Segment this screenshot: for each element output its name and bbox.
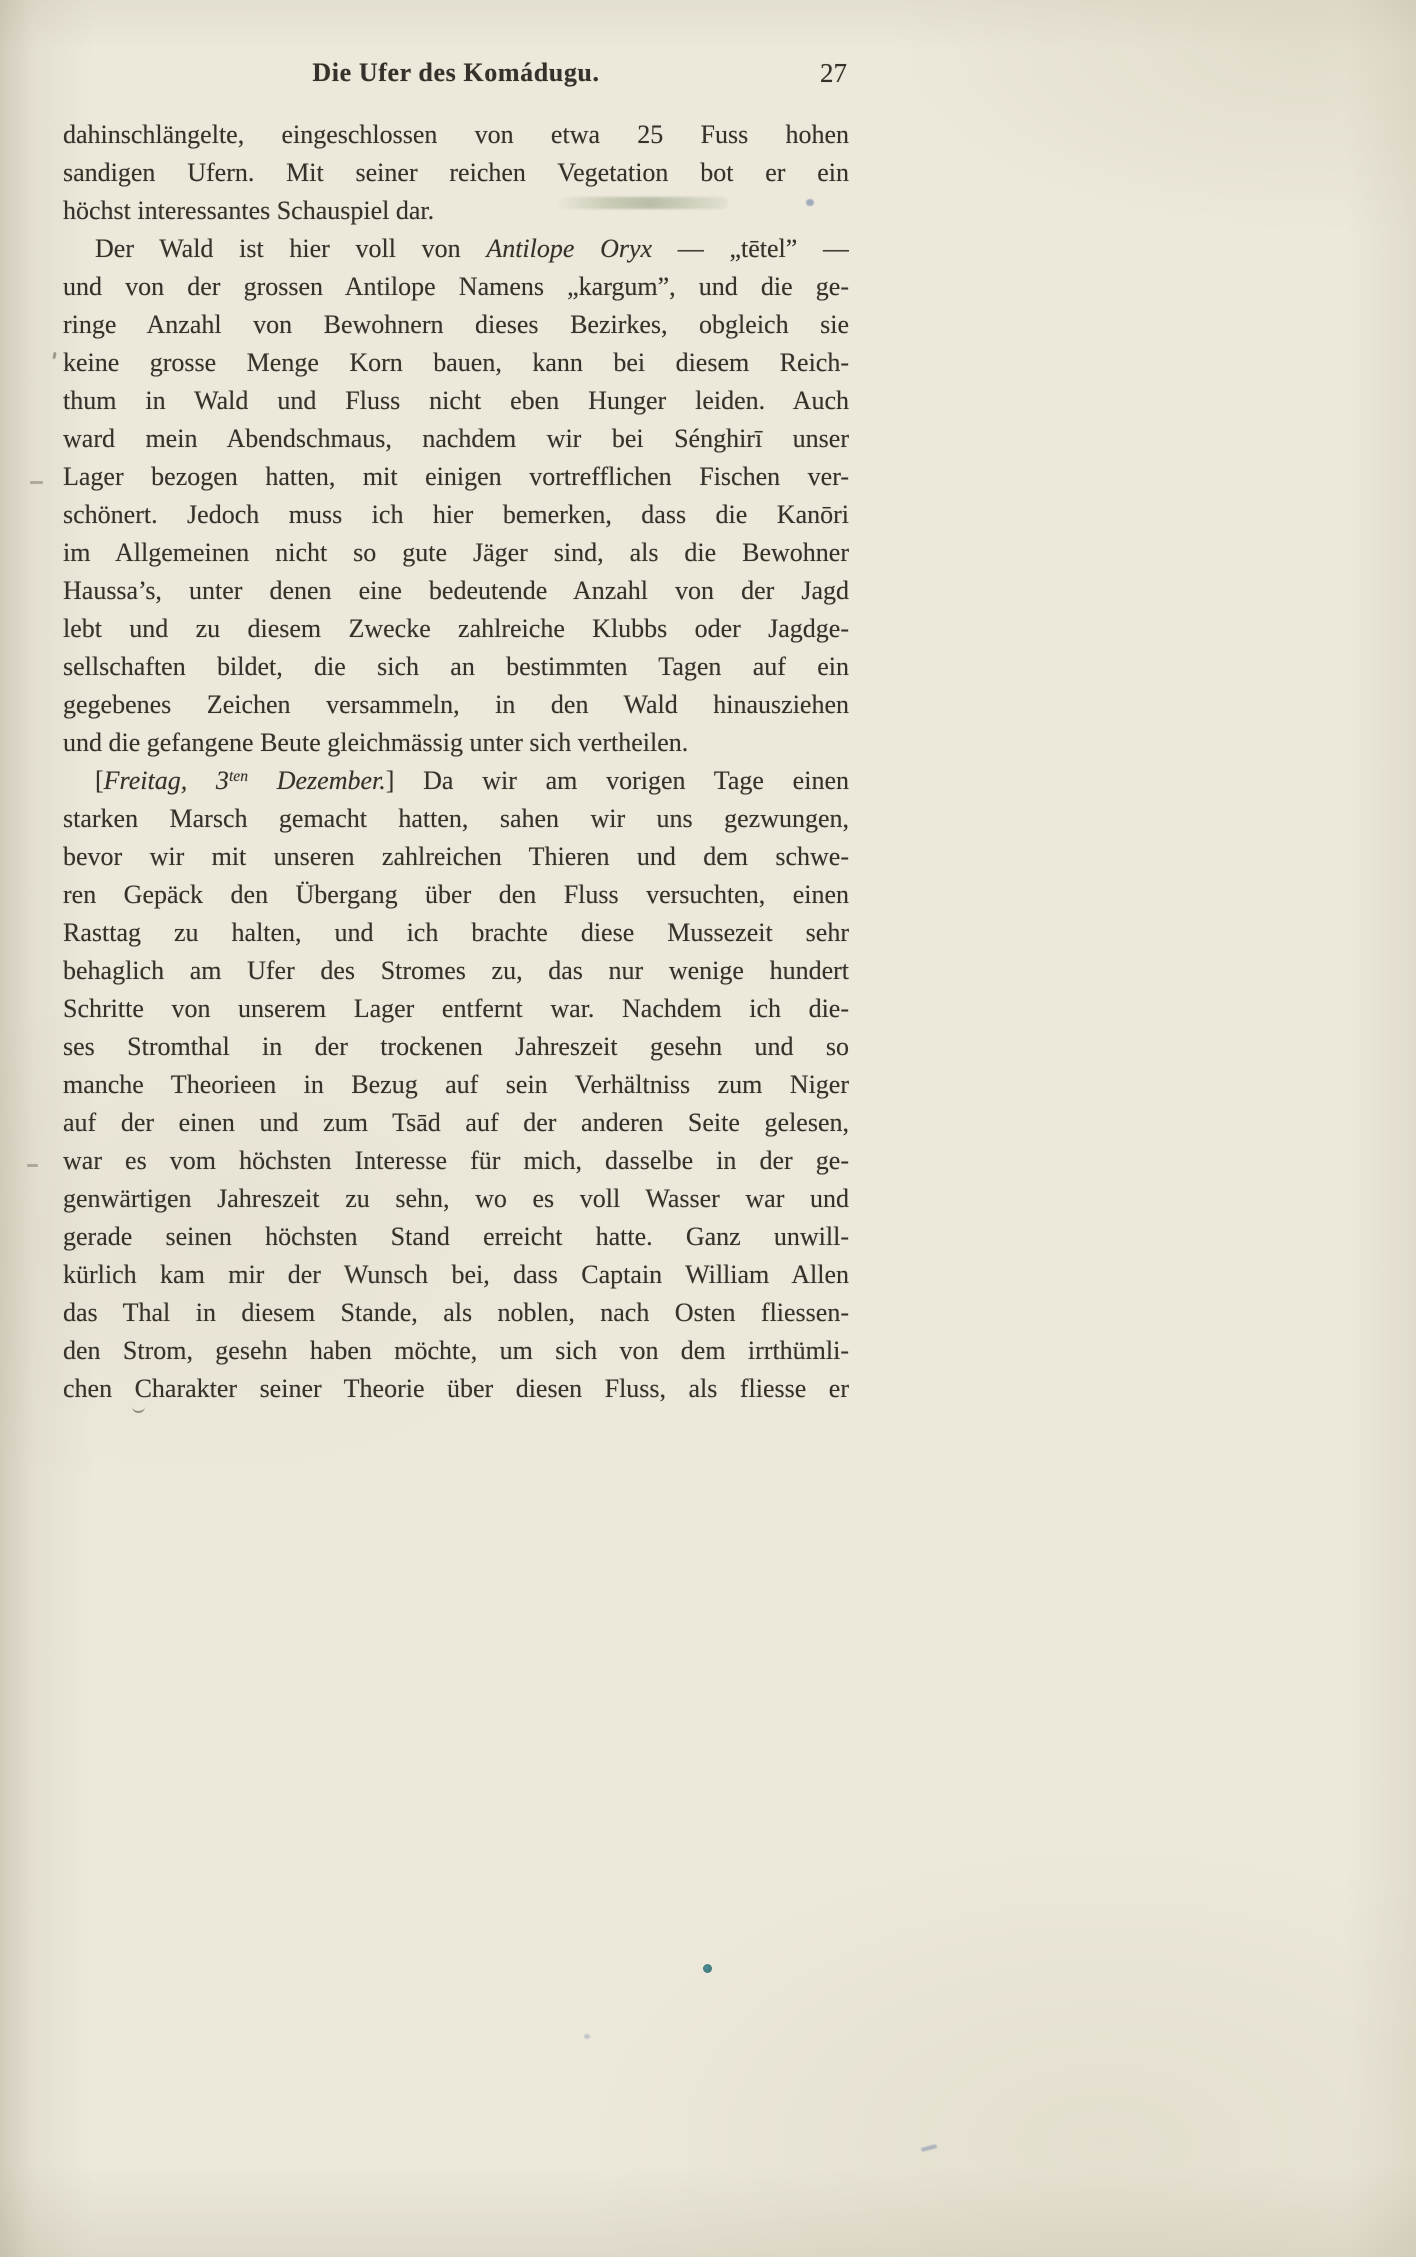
text-segment: Lager bezogen hatten, mit einigen vortrefflichen Fischen ver-	[63, 462, 849, 491]
text-line	[63, 1028, 849, 1066]
text-segment: und von der grossen Antilope Namens „kargum”, und die ge-	[63, 272, 849, 301]
text-segment: Freitag, 3	[103, 766, 229, 795]
text-segment: schönert. Jedoch muss ich hier bemerken, dass die Kanōri	[63, 500, 849, 529]
text-segment: Rasttag zu halten, und ich brachte diese Mussezeit sehr	[63, 918, 849, 947]
ink-speck	[806, 199, 814, 206]
text-line	[63, 838, 849, 876]
text-line	[63, 192, 849, 230]
text-segment: Dezember.	[248, 766, 386, 795]
text-line	[63, 610, 849, 648]
text-segment: höchst interessantes Schauspiel dar.	[63, 196, 435, 225]
text-segment: ward mein Abendschmaus, nachdem wir bei Sénghirī unser	[63, 424, 849, 453]
text-line	[63, 1218, 849, 1256]
text-line	[63, 1180, 849, 1218]
text-line	[63, 154, 849, 192]
text-segment: genwärtigen Jahreszeit zu sehn, wo es voll Wasser war und	[63, 1184, 849, 1213]
text-line	[63, 1370, 849, 1408]
text-segment: den Strom, gesehn haben möchte, um sich von dem irrthümli-	[63, 1336, 849, 1365]
text-segment: bevor wir mit unseren zahlreichen Thieren und dem schwe-	[63, 842, 849, 871]
text-segment: manche Theorieen in Bezug auf sein Verhältniss zum Niger	[63, 1070, 849, 1099]
text-line	[63, 1294, 849, 1332]
text-segment: chen Charakter seiner Theorie über diesen Fluss, als fliesse er	[63, 1374, 849, 1403]
text-line	[63, 724, 849, 762]
text-line	[63, 800, 849, 838]
text-line	[63, 458, 849, 496]
text-segment: ten	[228, 768, 248, 786]
scan-smudge	[556, 197, 728, 209]
text-line	[63, 648, 849, 686]
text-segment: Antilope Oryx	[486, 234, 653, 263]
text-segment: ] Da wir am vorigen Tage einen	[385, 766, 849, 795]
text-line	[63, 686, 849, 724]
text-segment: ren Gepäck den Übergang über den Fluss versuchten, einen	[63, 880, 849, 909]
text-line	[63, 1104, 849, 1142]
stray-ink-mark	[52, 352, 56, 359]
text-line	[63, 496, 849, 534]
text-line	[63, 230, 849, 268]
text-segment: starken Marsch gemacht hatten, sahen wir uns gezwungen,	[63, 804, 849, 833]
ink-speck	[703, 1964, 712, 1973]
text-segment: gerade seinen höchsten Stand erreicht hatte. Ganz unwill-	[63, 1222, 849, 1251]
text-segment: dahinschlängelte, eingeschlossen von etwa 25 Fuss hohen	[63, 120, 849, 149]
text-line	[63, 1332, 849, 1370]
text-segment: Haussa’s, unter denen eine bedeutende Anzahl von der Jagd	[63, 576, 849, 605]
text-segment: war es vom höchsten Interesse für mich, dasselbe in der ge-	[63, 1146, 849, 1175]
text-segment: ses Stromthal in der trockenen Jahreszeit gesehn und so	[63, 1032, 849, 1061]
text-segment: Schritte von unserem Lager entfernt war. Nachdem ich die-	[63, 994, 849, 1023]
page-body	[63, 116, 849, 1408]
text-segment: Der Wald ist hier voll von	[95, 234, 487, 263]
text-segment: keine grosse Menge Korn bauen, kann bei diesem Reich-	[63, 348, 849, 377]
text-segment: lebt und zu diesem Zwecke zahlreiche Klubbs oder Jagdge-	[63, 614, 849, 643]
text-segment: auf der einen und zum Tsād auf der anderen Seite gelesen,	[63, 1108, 849, 1137]
text-line	[63, 914, 849, 952]
text-line	[63, 116, 849, 154]
text-line	[63, 572, 849, 610]
text-line	[63, 952, 849, 990]
text-segment: kürlich kam mir der Wunsch bei, dass Captain William Allen	[63, 1260, 849, 1289]
text-line	[63, 306, 849, 344]
margin-pencil-mark	[30, 481, 43, 484]
text-segment: — „tētel” —	[652, 234, 849, 263]
stray-ink-mark	[132, 1404, 145, 1413]
text-segment: und die gefangene Beute gleichmässig unter sich vertheilen.	[63, 728, 689, 757]
page-header	[63, 58, 849, 94]
text-line	[63, 420, 849, 458]
ink-speck	[921, 2144, 937, 2152]
text-line	[63, 344, 849, 382]
text-segment: [	[95, 766, 104, 795]
text-segment: sellschaften bildet, die sich an bestimmten Tagen auf ein	[63, 652, 849, 681]
text-line	[63, 1066, 849, 1104]
text-segment: das Thal in diesem Stande, als noblen, nach Osten fliessen-	[63, 1298, 849, 1327]
text-line	[63, 990, 849, 1028]
text-segment: ringe Anzahl von Bewohnern dieses Bezirkes, obgleich sie	[63, 310, 849, 339]
ink-speck	[584, 2034, 590, 2039]
text-line	[63, 1142, 849, 1180]
text-line	[63, 876, 849, 914]
text-line	[63, 534, 849, 572]
text-segment: gegebenes Zeichen versammeln, in den Wald hinausziehen	[63, 690, 849, 719]
running-title: Die Ufer des Komádugu.	[312, 58, 600, 87]
margin-pencil-mark	[27, 1164, 38, 1167]
text-line	[63, 762, 849, 800]
text-segment: im Allgemeinen nicht so gute Jäger sind, als die Bewohner	[63, 538, 849, 567]
page-number: 27	[820, 58, 847, 88]
text-line	[63, 1256, 849, 1294]
text-segment: sandigen Ufern. Mit seiner reichen Vegetation bot er ein	[63, 158, 849, 187]
text-segment: behaglich am Ufer des Stromes zu, das nur wenige hundert	[63, 956, 849, 985]
text-line	[63, 268, 849, 306]
text-line	[63, 382, 849, 420]
text-segment: thum in Wald und Fluss nicht eben Hunger leiden. Auch	[63, 386, 849, 415]
